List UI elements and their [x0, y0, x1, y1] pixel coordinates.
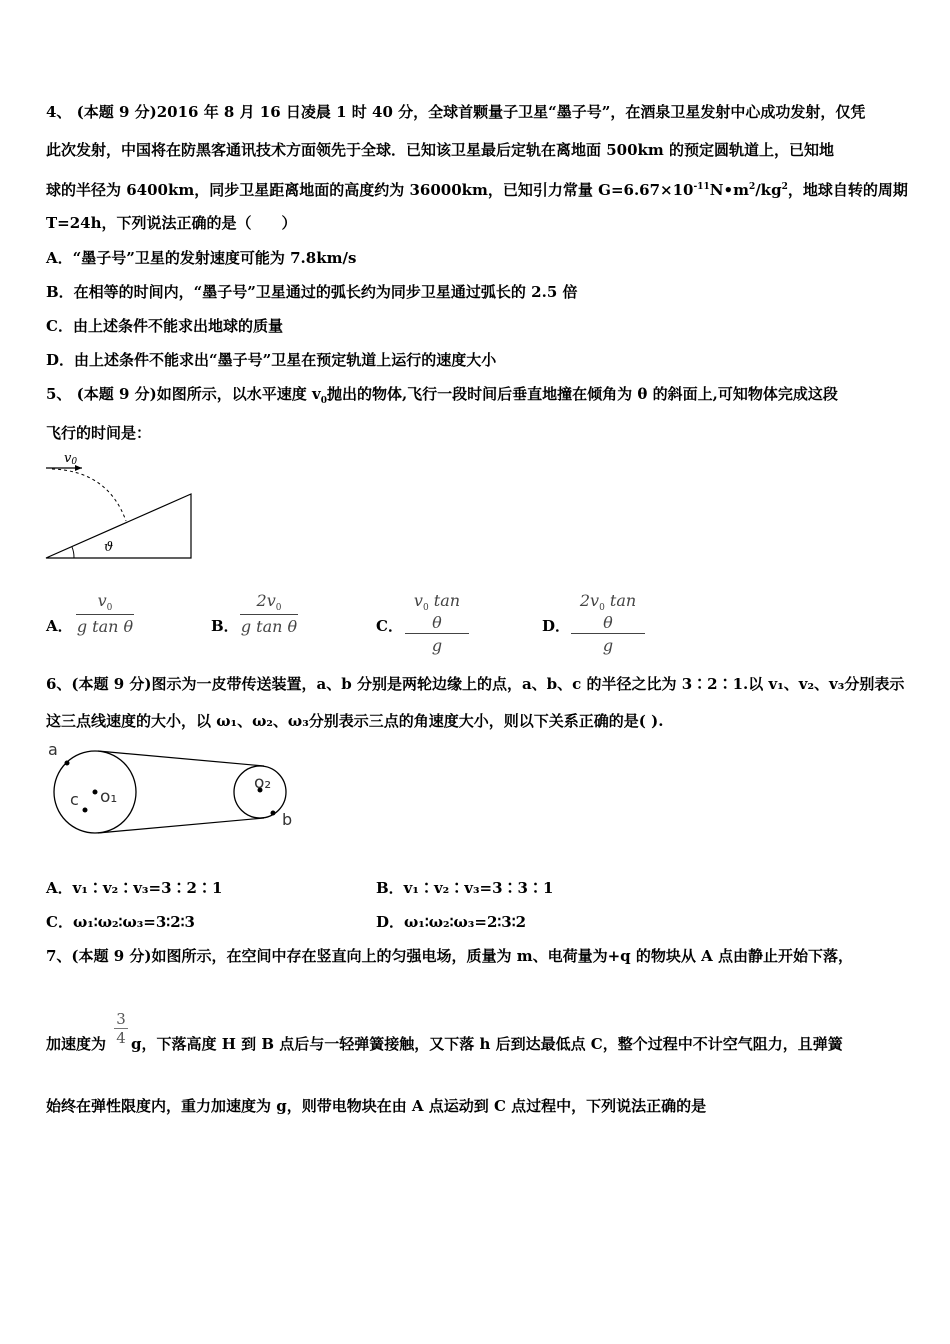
q7-line-2-suffix: g，下落高度 H 到 B 点后与一轻弹簧接触，又下落 h 后到达最低点 C，整个过程中不计空气阻力，且弹簧 [131, 1035, 843, 1053]
label-a: a [48, 740, 58, 759]
q5-option-a-fraction: $\frac{v_0}{\text{g tan θ}}$ [76, 591, 134, 637]
q5-option-c-fraction: $\frac{v_0 \tan \theta}{g}$ [405, 591, 469, 655]
point-b-dot [271, 811, 276, 816]
q5-option-d-label: D． [542, 617, 571, 635]
q6-line-2: 这三点线速度的大小，以 ω₁、ω₂、ω₃分别表示三点的角速度大小，则以下关系正确的是( ). [46, 712, 664, 730]
q6-line-1: 6、(本题 9 分)图示为一皮带传送装置，a、b 分别是两轮边缘上的点，a、b、c 的半径之比为 3∶2∶1.以 v₁、v₂、v₃分别表示 [46, 675, 905, 693]
q4-line-1: 4、 (本题 9 分)2016 年 8 月 16 日凌晨 1 时 40 分，全球首颗量子卫星“墨子号”，在酒泉卫星发射中心成功发射，仅凭 [46, 103, 866, 121]
q7-line-2-prefix: 加速度为 [46, 1035, 107, 1053]
label-o2: o₂ [254, 773, 272, 793]
q4-option-d: D．由上述条件不能求出“墨子号”卫星在预定轨道上运行的速度大小 [46, 351, 497, 369]
incline-figure [40, 445, 200, 565]
q6-option-a: A．v₁∶v₂∶v₃=3∶2∶1 [46, 879, 223, 897]
center-o1-dot [93, 790, 98, 795]
q4-option-c: C．由上述条件不能求出地球的质量 [46, 317, 283, 335]
q7-line-1: 7、(本题 9 分)如图所示，在空间中存在竖直向上的匀强电场，质量为 m、电荷量为+q 的物块从 A 点由静止开始下落， [46, 947, 853, 965]
q7-line-3: 始终在弹性限度内，重力加速度为 g，则带电物块在由 A 点运动到 C 点过程中，下列说法正确的是 [46, 1097, 707, 1115]
label-c: c [70, 790, 79, 809]
q5-option-b-label: B． [211, 617, 239, 635]
q7-fraction: $\frac{3}{4}$ [114, 1010, 128, 1047]
q5-option-a-label: A． [46, 617, 73, 635]
label-b: b [282, 810, 293, 829]
q4-line-2: 此次发射，中国将在防黑客通讯技术方面领先于全球．已知该卫星最后定轨在离地面 500km 的预定圆轨道上，已知地 [46, 141, 835, 159]
q6-option-b: B．v₁∶v₂∶v₃=3∶3∶1 [376, 879, 554, 897]
point-a-dot [65, 761, 70, 766]
q4-line-3: 球的半径为 6400km，同步卫星距离地面的高度约为 36000km，已知引力常量 $G=6.67\times 10^{-11}N•m^2/kg^2$，地球自转的周期 [46, 181, 908, 199]
label-o1: o₁ [100, 787, 118, 807]
q4-line-4: T=24h，下列说法正确的是（ ） [46, 214, 297, 232]
q5-line-1: 5、 (本题 9 分)如图所示，以水平速度 $v_0$抛出的物体,飞行一段时间后垂直地撞在倾角为 θ 的斜面上,可知物体完成这段 [46, 385, 838, 406]
angle-label: ϑ [104, 540, 114, 555]
q6-option-c: C．ω₁∶ω₂∶ω₃=3∶2∶3 [46, 913, 195, 931]
q5-line-2: 飞行的时间是： [46, 424, 152, 442]
q5-option-c-label: C． [376, 617, 403, 635]
q5-option-d-fraction: $\frac{2v_0 \tan \theta}{g}$ [571, 591, 645, 655]
velocity-label: v0 [64, 451, 78, 467]
q4-option-a: A．“墨子号”卫星的发射速度可能为 7.8km/s [46, 249, 357, 267]
q5-option-b-fraction: $\frac{2v_0}{\text{g tan θ}}$ [240, 591, 298, 637]
q6-option-d: D．ω₁∶ω₂∶ω₃=2∶3∶2 [376, 913, 527, 931]
belt-pulley-figure [40, 738, 310, 842]
q4-option-b: B．在相等的时间内，“墨子号”卫星通过的弧长约为同步卫星通过弧长的 2.5 倍 [46, 283, 578, 301]
point-c-dot [83, 808, 88, 813]
